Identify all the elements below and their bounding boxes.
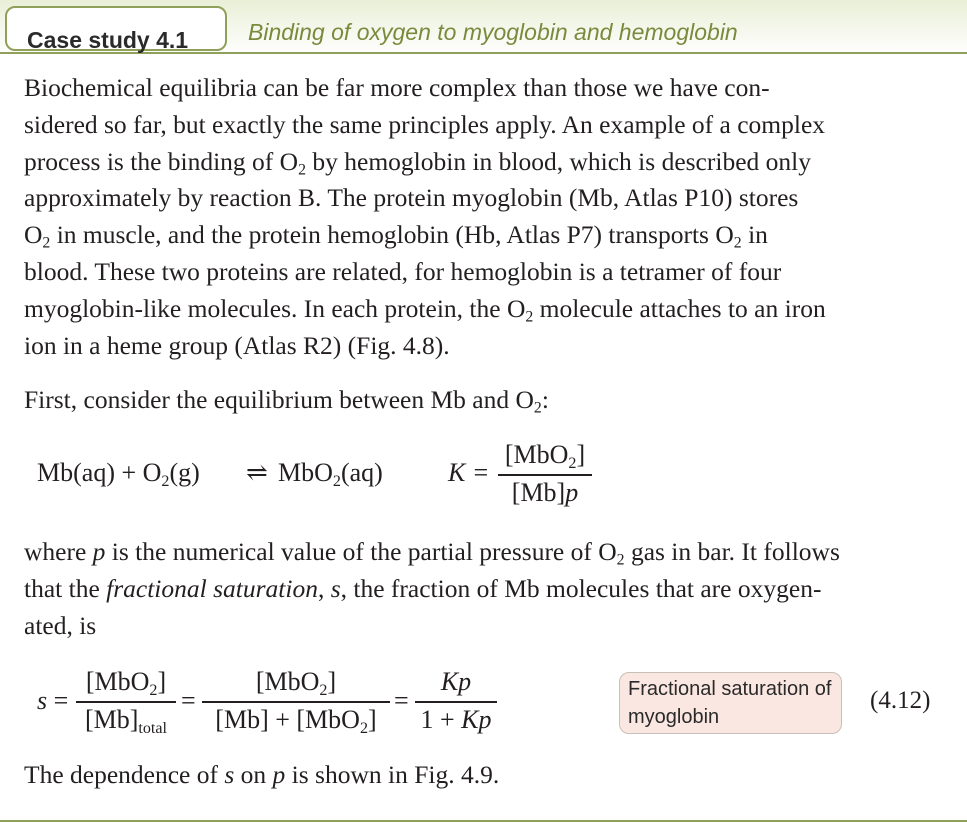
equilibrium-intro [24, 382, 944, 419]
frac1-numerator: [MbO$_2$] [85, 667, 167, 699]
margin-note [619, 672, 842, 734]
fraction-bar [76, 701, 176, 703]
equilibrium-arrow: ⇌ [246, 458, 268, 487]
reaction-right: MbO$_2$(aq) [278, 458, 383, 490]
intro-paragraph [24, 70, 944, 364]
fraction-bar [415, 701, 497, 703]
k-label: K = [448, 458, 490, 487]
bottom-rule [0, 820, 967, 822]
text-line: blood. These two proteins are related, for hemoglobin is a tetramer of four [24, 256, 782, 286]
text-line: First, consider the equilibrium between Mb and $O_2$: [24, 385, 549, 417]
k-numerator: [MbO$_2$] [504, 440, 586, 472]
s-label: s = [37, 686, 69, 715]
case-study-label: Case study 4.1 [27, 27, 189, 53]
text-line: ated, is [24, 610, 97, 640]
equation-number: (4.12) [870, 687, 931, 714]
margin-note-text: Fractional saturation of myoglobin [628, 678, 832, 728]
case-study-tab [5, 6, 227, 51]
text-line: myoglobin-like molecules. In each protein, the $O_2$ molecule attaches to an iron [24, 293, 826, 326]
equals-sign: = [181, 686, 196, 715]
frac2-numerator: [MbO$_2$] [255, 667, 337, 699]
reaction-left: $Mb(aq) + O_2(g)$ [37, 458, 200, 490]
frac3-denominator: 1 + Kp [420, 705, 492, 734]
frac3-numerator: Kp [440, 667, 472, 696]
closing-paragraph [24, 757, 944, 794]
fraction-bar [498, 474, 592, 476]
text-line: ion in a heme group (Atlas R2) (Fig. 4.8). [24, 330, 450, 360]
text-line: Biochemical equilibria can be far more complex than those we have con- [24, 73, 770, 102]
saturation-paragraph [24, 534, 944, 644]
text-line: approximately by reaction B. The protein myoglobin (Mb, Atlas P10) stores [24, 183, 799, 213]
text-line: $O_2$ in muscle, and the protein hemoglobin (Hb, Atlas P7) transports $O_2$ in [24, 220, 768, 252]
equals-sign: = [394, 686, 409, 715]
frac1-denominator: $[Mb]_{total}$ [84, 705, 168, 737]
text-line: process is the binding of $O_2$ by hemoglobin in blood, which is described only [24, 146, 811, 179]
frac2-denominator: [Mb] + [MbO$_2$] [215, 705, 377, 737]
text-line: sidered so far, but exactly the same principles apply. An example of a complex [24, 109, 826, 139]
text-line: that the fractional saturation, s, the fraction of Mb molecules that are oxygen- [24, 573, 822, 603]
text-line: where p is the numerical value of the partial pressure of $O_2$ gas in bar. It follows [24, 537, 840, 569]
case-study-title: Binding of oxygen to myoglobin and hemoglobin [248, 19, 738, 45]
fraction-bar [202, 701, 390, 703]
text-line: The dependence of s on p is shown in Fig. 4.9. [24, 760, 500, 789]
k-denominator: [Mb]p [511, 478, 579, 507]
